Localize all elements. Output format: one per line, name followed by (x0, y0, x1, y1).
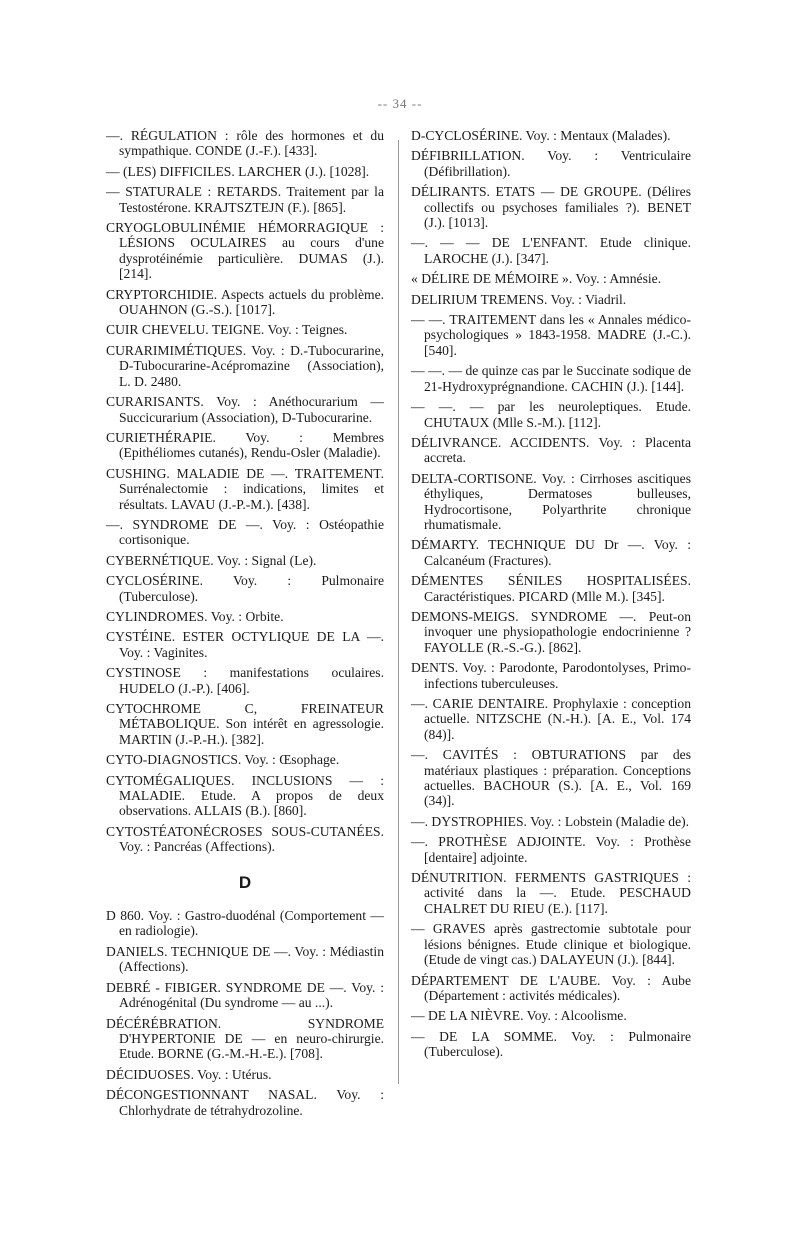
index-entry: DÉNUTRITION. FERMENTS GASTRIQUES : activité dans la —. Etude. PESCHAUD CHALRET DU RIEU (E.). [117]. (411, 870, 691, 916)
index-entry: DÉLIVRANCE. ACCIDENTS. Voy. : Placenta accreta. (411, 434, 691, 466)
index-entry: CYSTÉINE. ESTER OCTYLIQUE DE LA —. Voy. : Vaginites. (106, 629, 384, 660)
index-entry: DEBRÉ - FIBIGER. SYNDROME DE —. Voy. : Adrénogénital (Du syndrome — au ...). (106, 979, 384, 1011)
index-entry: CURARIMIMÉTIQUES. Voy. : D.-Tubocurarine, D-Tubocurarine-Acépromazine (Association), L. D. 2480. (106, 342, 384, 389)
index-entry: — —. — par les neuroleptiques. Etude. CHUTAUX (Mlle S.-M.). [112]. (411, 399, 691, 430)
index-entry: DEMONS-MEIGS. SYNDROME —. Peut-on invoquer une physiopathologie endocrinienne ? FAYOLLE (R.-S.-G.). [862]. (411, 608, 691, 655)
index-entry: CURARISANTS. Voy. : Anéthocurarium — Succicurarium (Association), D-Tubocurarine. (106, 394, 384, 425)
index-entry: DÉLIRANTS. ETATS — DE GROUPE. (Délires collectifs ou psychoses familiales ?). BENET (J.). [1013]. (411, 184, 691, 231)
index-entry: CYTOSTÉATONÉCROSES SOUS-CUTANÉES. Voy. : Pancréas (Affections). (106, 823, 384, 855)
index-entry: DÉMARTY. TECHNIQUE DU Dr —. Voy. : Calcanéum (Fractures). (411, 537, 691, 568)
index-entry: DELIRIUM TREMENS. Voy. : Viadril. (411, 291, 627, 307)
index-entry: CUSHING. MALADIE DE —. TRAITEMENT. Surrénalectomie : indications, limites et résultats. LAVAU (J.-P.-M.). [438]. (106, 465, 384, 512)
index-entry: — (LES) DIFFICILES. LARCHER (J.). [1028]. (106, 163, 370, 179)
index-entry: — GRAVES après gastrectomie subtotale pour lésions bénignes. Etude clinique et biologique. (Etude de vingt cas.) DALAYEUN (J.). [844]. (411, 921, 691, 968)
index-entry: DÉFIBRILLATION. Voy. : Ventriculaire (Défibrillation). (411, 148, 691, 179)
index-entry: —. — — DE L'ENFANT. Etude clinique. LAROCHE (J.). [347]. (411, 235, 691, 266)
index-entry: —. SYNDROME DE —. Voy. : Ostéopathie cortisonique. (106, 516, 384, 548)
index-entry: —. DYSTROPHIES. Voy. : Lobstein (Maladie de). (411, 813, 690, 829)
index-entry: CYTOMÉGALIQUES. INCLUSIONS — : MALADIE. Etude. A propos de deux observations. ALLAIS (B.). [860]. (106, 772, 384, 819)
left-column (106, 128, 384, 1123)
index-entry: — —. TRAITEMENT dans les « Annales médico-psychologiques » 1843-1958. MADRE (J.-C.). [540]. (411, 312, 691, 358)
index-entry: — —. — de quinze cas par le Succinate sodique de 21-Hydroxyprégnandione. CACHIN (J.). [144]. (411, 363, 691, 394)
index-entry: —. RÉGULATION : rôle des hormones et du sympathique. CONDE (J.-F.). [433]. (106, 128, 384, 159)
index-entry: —. CARIE DENTAIRE. Prophylaxie : conception actuelle. NITZSCHE (N.-H.). [A. E., Vol. 174 (84)]. (411, 696, 691, 742)
index-entry: CYBERNÉTIQUE. Voy. : Signal (Le). (106, 552, 317, 568)
index-entry: —. CAVITÉS : OBTURATIONS par des matériaux plastiques : préparation. Conceptions actuelles. BACHOUR (S.). [A. E., Vol. 169 (34)]. (411, 747, 691, 809)
index-entry: CYCLOSÉRINE. Voy. : Pulmonaire (Tuberculose). (106, 573, 384, 604)
index-entry: DÉPARTEMENT DE L'AUBE. Voy. : Aube (Département : activités médicales). (411, 972, 691, 1003)
index-entry: CYSTINOSE : manifestations oculaires. HUDELO (J.-P.). [406]. (106, 665, 384, 696)
section-letter-heading: D (238, 872, 252, 892)
index-entry: — DE LA SOMME. Voy. : Pulmonaire (Tuberculose). (411, 1028, 691, 1060)
index-entry: D-CYCLOSÉRINE. Voy. : Mentaux (Malades). (411, 128, 671, 143)
index-entry: — DE LA NIÈVRE. Voy. : Alcoolisme. (411, 1008, 627, 1024)
index-entry: DÉCÉRÉBRATION. SYNDROME D'HYPERTONIE DE — en neuro-chirurgie. Etude. BORNE (G.-M.-H.-E.). [708]. (106, 1015, 384, 1062)
index-entry: CRYOGLOBULINÉMIE HÉMORRAGIQUE : LÉSIONS OCULAIRES au cours d'une dysprotéinémie particulière. DUMAS (J.). [214]. (106, 220, 384, 282)
column-divider (398, 140, 399, 1084)
index-entry: DÉMENTES SÉNILES HOSPITALISÉES. Caractéristiques. PICARD (Mlle M.). [345]. (411, 573, 691, 604)
right-column (411, 128, 691, 1065)
index-entry: CURIETHÉRAPIE. Voy. : Membres (Epithéliomes cutanés), Rendu-Osler (Maladie). (106, 429, 384, 461)
page-number: -- 34 -- (377, 96, 423, 111)
index-entry: DÉCONGESTIONNANT NASAL. Voy. : Chlorhydrate de tétrahydrozoline. (106, 1087, 384, 1118)
index-entry: CYTO-DIAGNOSTICS. Voy. : Œsophage. (106, 752, 340, 768)
index-entry: DENTS. Voy. : Parodonte, Parodontolyses, Primo-infections tuberculeuses. (411, 660, 691, 691)
index-entry: —. PROTHÈSE ADJOINTE. Voy. : Prothèse [dentaire] adjointe. (411, 834, 691, 865)
index-entry: CYLINDROMES. Voy. : Orbite. (106, 608, 284, 624)
index-entry: CYTOCHROME C, FREINATEUR MÉTABOLIQUE. Son intérêt en agressologie. MARTIN (J.-P.-H.). [382]. (106, 701, 384, 747)
index-entry: CRYPTORCHIDIE. Aspects actuels du problème. OUAHNON (G.-S.). [1017]. (106, 286, 384, 318)
index-entry: D 860. Voy. : Gastro-duodénal (Comportement — en radiologie). (106, 908, 384, 939)
index-entry: — STATURALE : RETARDS. Traitement par la Testostérone. KRAJTSZTEJN (F.). [865]. (106, 184, 384, 215)
index-entry: CUIR CHEVELU. TEIGNE. Voy. : Teignes. (106, 322, 348, 338)
index-entry: DANIELS. TECHNIQUE DE —. Voy. : Médiastin (Affections). (106, 943, 384, 975)
index-entry: DELTA-CORTISONE. Voy. : Cirrhoses ascitiques éthyliques, Dermatoses bulleuses, Hydrocortisone, Polyarthrite chronique rhumatismale. (411, 470, 691, 532)
index-entry: DÉCIDUOSES. Voy. : Utérus. (106, 1066, 272, 1082)
index-entry: « DÉLIRE DE MÉMOIRE ». Voy. : Amnésie. (411, 271, 662, 287)
